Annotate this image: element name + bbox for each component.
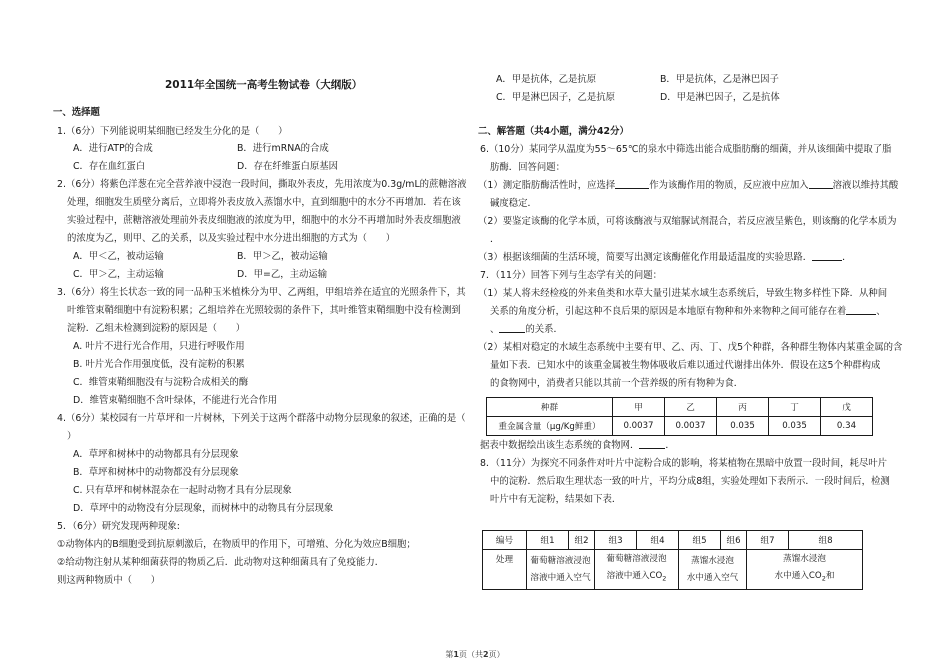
cell-line-end: 和 [825,571,835,582]
q6-line-3-part-a: （1）测定脂肪酶活性时，应选择 [478,180,616,191]
answer-blank[interactable] [809,179,833,189]
q6-line-3-part-c: 溶液以维持其酸 [832,180,899,191]
q6-line-4: 碱度稳定． [490,198,537,209]
table-header-cell: 种群 [487,398,613,417]
q1-option-a: A．进行ATP的合成 [73,143,153,154]
q7-after-table-text: 据表中数据绘出该生态系统的食物网． [480,440,640,451]
q6-line-7-part-b: ． [842,252,852,263]
q1-stem: 1.（6分）下列能说明某细胞已经发生分化的是（ ） [57,126,288,137]
q8-line-2: 中的淀粉．然后取生理状态一致的叶片，平均分成8组，实验处理如下表所示．一段时间后，检测 [490,476,890,487]
q2-line-1: 2.（6分）将紫色洋葱在完全营养液中浸泡一段时间，撕取外表皮，先用浓度为0.3g/mL的蔗糖溶液 [57,179,467,190]
q5-line-2: ①动物体内的B细胞受到抗原刺激后，在物质甲的作用下，可增殖、分化为效应B细胞； [57,539,416,550]
experiment-table [482,530,863,590]
footer-total-pages: 2 [483,650,489,659]
q6-line-3 [478,179,898,192]
table-header-row [483,531,863,550]
cell-line: 溶液中通入空气 [530,572,591,583]
table-header-cell: 组1 [527,531,569,550]
q2-option-b: B．甲＞乙，被动运输 [237,251,328,262]
q3-option-b: B. 叶片光合作用强度低，没有淀粉的积累 [73,359,245,370]
q4-option-a: A．草坪和树林中的动物都具有分层现象 [73,449,239,460]
table-cell: 0.035 [769,417,821,436]
footer-pre: 第 [445,650,454,659]
q4-option-c: C. 只有草坪和树林混杂在一起时动物才具有分层现象 [73,485,292,496]
q4-option-b: B．草坪和树林中的动物都没有分层现象 [73,467,239,478]
cell-line: 水中通入空气 [686,572,739,583]
q7-line-3-part-a: 关系的角度分析，引起这种不良后果的原因是本地原有物种和外来物种之间可能存在着 [490,306,847,317]
q7-line-4-part-a: 、 [490,324,500,335]
table-header-cell: 组4 [637,531,679,550]
q7-after-table-end: ． [665,440,675,451]
paper-title: 2011年全国统一高考生物试卷（大纲版） [165,79,363,91]
answer-blank[interactable] [812,251,842,261]
q3-option-a: A. 叶片不进行光合作用，只进行呼吸作用 [73,341,245,352]
cell-line: 溶液中通入CO [606,571,663,582]
cell-line: 葡萄糖溶液浸泡 [606,554,667,565]
answer-blank[interactable] [846,305,876,315]
q1-option-b: B．进行mRNA的合成 [237,143,329,154]
table-cell: 0.035 [717,417,769,436]
q6-line-7 [478,251,851,264]
q7-line-4 [490,323,563,336]
q3-line-1: 3.（6分）将生长状态一致的同一品种玉米植株分为甲、乙两组，甲组培养在适宜的光照条件下，其 [57,287,466,298]
q7-line-3 [490,305,886,318]
q7-line-5: （2）某相对稳定的水域生态系统中主要有甲、乙、丙、丁、戊5个种群，各种群生物体内某重金属的含 [478,342,903,353]
answer-blank[interactable] [639,439,665,449]
q6-line-6: ． [490,234,500,245]
cell-line: 水中通入CO [774,571,822,582]
table-header-cell: 组5 [679,531,721,550]
footer-mid: 页（共 [459,650,483,659]
q3-line-3: 淀粉．乙组未检测到淀粉的原因是（ ） [67,323,246,334]
table-cell-treatment-2 [595,550,679,590]
q7-line-1: 7．（11分）回答下列与生态学有关的问题： [480,270,662,281]
table-row [487,417,873,436]
section-heading-choice: 一、选择题 [53,107,100,118]
table-row [483,550,863,590]
q7-line-2: （1）某人将未经检疫的外来鱼类和水草大量引进某水域生态系统后，导致生物多样性下降．从种间 [478,288,888,299]
answer-blank[interactable] [499,323,525,333]
table-header-cell: 乙 [665,398,717,417]
q6-line-1: 6.（10分）某同学从温度为55～65℃的泉水中筛选出能合成脂肪酶的细菌，并从该细菌中提取了脂 [480,144,892,155]
table-header-cell: 丙 [717,398,769,417]
table-cell: 0.0037 [665,417,717,436]
table-header-cell: 丁 [769,398,821,417]
q7-line-4-part-b: 的关系． [525,324,563,335]
table-header-cell: 组7 [747,531,789,550]
table-cell-treatment-1 [527,550,595,590]
table-header-cell: 编号 [483,531,527,550]
q2-option-a: A．甲＜乙，被动运输 [73,251,164,262]
q5-option-d: D．甲是淋巴因子，乙是抗体 [660,92,780,103]
footer-page-number: 1 [453,650,459,659]
q3-option-d: D．维管束鞘细胞不含叶绿体，不能进行光合作用 [73,395,278,406]
cell-line: 葡萄糖溶液浸泡 [530,555,591,566]
q6-line-7-part-a: （3）根据该细菌的生活环境，简要写出测定该酶催化作用最适温度的实验思路． [478,252,813,263]
answer-blank[interactable] [615,179,649,189]
table-row-label: 处理 [483,550,527,590]
q2-option-d: D．甲=乙，主动运输 [237,269,328,280]
q5-line-3: ②给动物注射从某种细菌获得的物质乙后．此动物对这种细菌具有了免疫能力． [57,557,385,568]
q4-line-2: ） [67,431,77,442]
q4-line-1: 4.（6分）某校园有一片草坪和一片树林，下列关于这两个群落中动物分层现象的叙述，正确的是（ [57,413,466,424]
page-footer [0,649,950,660]
q1-option-c: C．存在血红蛋白 [73,161,146,172]
q3-option-c: C．维管束鞘细胞没有与淀粉合成相关的酶 [73,377,249,388]
table-header-cell: 组2 [569,531,595,550]
cell-subscript: 2 [821,574,826,583]
q5-option-c: C．甲是淋巴因子，乙是抗原 [496,92,616,103]
section-heading-answer: 二、解答题（共4小题，满分42分） [478,126,629,137]
q5-option-a: A．甲是抗体，乙是抗原 [496,74,597,85]
table-header-cell: 甲 [613,398,665,417]
table-header-cell: 组6 [721,531,747,550]
table-cell-treatment-4 [747,550,863,590]
q7-after-table [480,439,675,452]
q6-line-3-part-b: 作为该酶作用的物质，反应液中应加入 [649,180,809,191]
cell-line: 蒸馏水浸泡 [691,555,734,566]
q4-option-d: D．草坪中的动物没有分层现象，而树林中的动物具有分层现象 [73,503,334,514]
q7-line-7: 的食物网中，消费者只能以其前一个营养级的所有物种为食． [490,378,744,389]
table-cell: 0.34 [821,417,873,436]
q5-option-b: B．甲是抗体，乙是淋巴因子 [660,74,779,85]
q3-line-2: 叶维管束鞘细胞中有淀粉积累；乙组培养在光照较弱的条件下，其叶维管束鞘细胞中没有检测到 [67,305,461,316]
q7-line-6: 量如下表．已知水中的该重金属被生物体吸收后难以通过代谢排出体外．假设在这5个种群构成 [490,360,881,371]
table-header-cell: 组3 [595,531,637,550]
heavy-metal-table [486,397,873,436]
table-header-cell: 戊 [821,398,873,417]
table-cell-treatment-3 [679,550,747,590]
q2-line-4: 的浓度为乙，则甲、乙的关系，以及实验过程中水分进出细胞的方式为（ ） [67,233,396,244]
q8-line-3: 叶片中有无淀粉，结果如下表． [490,494,622,505]
q2-line-3: 实验过程中，蔗糖溶液处理前外表皮细胞液的浓度为甲，细胞中的水分不再增加时外表皮细胞液 [67,215,461,226]
cell-subscript: 2 [662,574,667,583]
q8-line-1: 8．（11分）为探究不同条件对叶片中淀粉合成的影响，将某植物在黑暗中放置一段时间，耗尽叶片 [480,458,887,469]
q6-line-2: 肪酶．回答问题： [490,162,566,173]
q7-line-3-part-b: 、 [876,306,886,317]
table-header-cell: 组8 [789,531,863,550]
q2-option-c: C．甲＞乙，主动运输 [73,269,164,280]
table-cell: 0.0037 [613,417,665,436]
q1-option-d: D．存在纤维蛋白原基因 [237,161,338,172]
footer-post: 页） [488,650,505,659]
table-header-row [487,398,873,417]
q2-line-2: 处理，细胞发生质壁分离后，立即将外表皮放入蒸馏水中，直到细胞中的水分不再增加．若在该 [67,197,461,208]
q5-line-1: 5．（6分）研究发现两种现象: [57,521,180,532]
q6-line-5: （2）要鉴定该酶的化学本质，可将该酶液与双缩脲试剂混合，若反应液呈紫色，则该酶的化学本质为 [478,216,897,227]
table-row-label: 重金属含量（μg/Kg鲜重） [487,417,613,436]
q5-line-4: 则这两种物质中（ ） [57,575,161,586]
cell-line: 蒸馏水浸泡 [783,554,826,565]
